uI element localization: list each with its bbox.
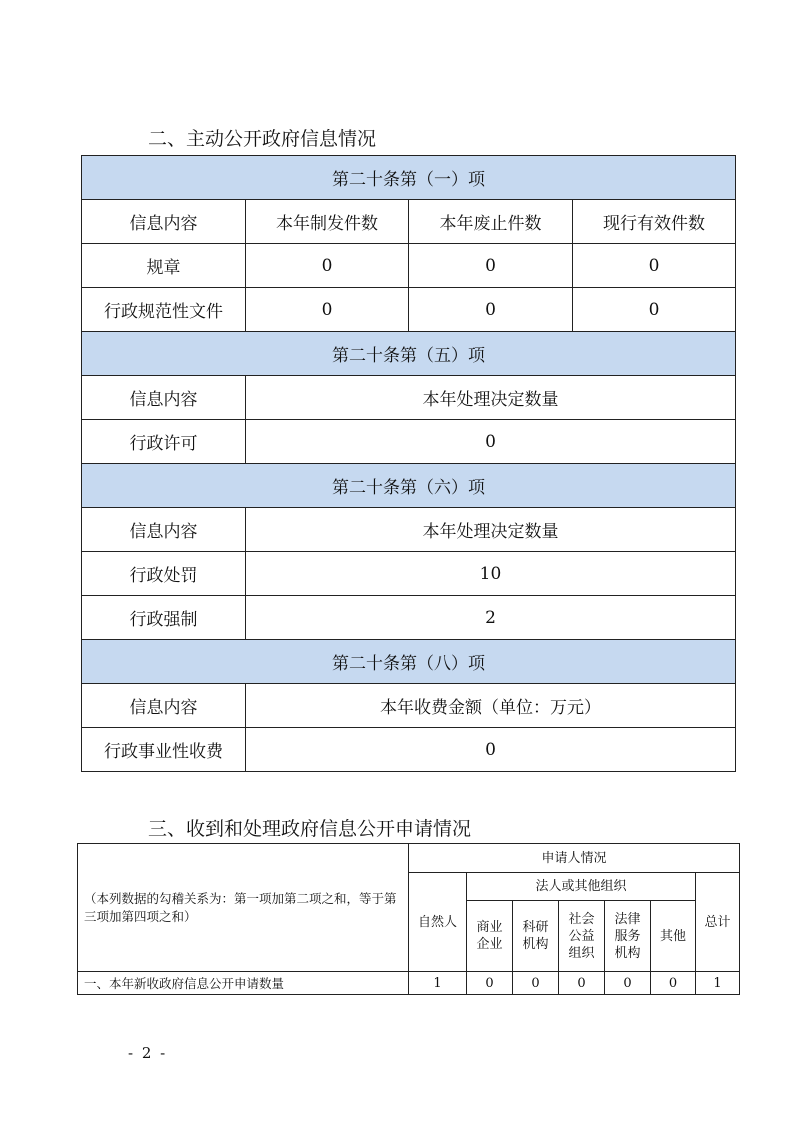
cell-value: 0 bbox=[409, 244, 573, 288]
legal-entity-header: 法人或其他组织 bbox=[467, 873, 696, 901]
other-header: 其他 bbox=[651, 901, 696, 972]
cell-value: 0 bbox=[651, 972, 696, 995]
block5-header-content: 信息内容 bbox=[82, 376, 246, 420]
table-row bbox=[78, 972, 740, 995]
row-label: 行政许可 bbox=[82, 420, 246, 464]
table-row bbox=[82, 420, 736, 464]
cell-value: 0 bbox=[559, 972, 605, 995]
table-row bbox=[82, 552, 736, 596]
commercial-enterprise-header: 商业企业 bbox=[467, 901, 513, 972]
cell-value: 1 bbox=[696, 972, 740, 995]
applicant-header: 申请人情况 bbox=[409, 844, 740, 873]
cell-value: 0 bbox=[573, 288, 736, 332]
application-table bbox=[77, 843, 740, 995]
cell-value: 10 bbox=[246, 552, 736, 596]
table-row bbox=[82, 288, 736, 332]
block5-header-value: 本年处理决定数量 bbox=[246, 376, 736, 420]
row-label: 一、本年新收政府信息公开申请数量 bbox=[78, 972, 409, 995]
research-institution-header: 科研机构 bbox=[513, 901, 559, 972]
cell-value: 0 bbox=[467, 972, 513, 995]
cell-value: 2 bbox=[246, 596, 736, 640]
cell-value: 0 bbox=[246, 288, 409, 332]
block1-header-issued: 本年制发件数 bbox=[246, 200, 409, 244]
proactive-disclosure-table bbox=[81, 155, 736, 772]
block1-header-effective: 现行有效件数 bbox=[573, 200, 736, 244]
cell-value: 0 bbox=[513, 972, 559, 995]
block6-header-value: 本年处理决定数量 bbox=[246, 508, 736, 552]
table-row bbox=[82, 244, 736, 288]
cell-value: 1 bbox=[409, 972, 467, 995]
cell-value: 0 bbox=[246, 244, 409, 288]
cell-value: 0 bbox=[246, 420, 736, 464]
block6-header-content: 信息内容 bbox=[82, 508, 246, 552]
table-row bbox=[82, 728, 736, 772]
reconciliation-note: （本列数据的勾稽关系为：第一项加第二项之和，等于第三项加第四项之和） bbox=[78, 844, 409, 972]
table-row bbox=[82, 596, 736, 640]
row-label: 行政规范性文件 bbox=[82, 288, 246, 332]
legal-service-org-header: 法律服务机构 bbox=[605, 901, 651, 972]
block8-title: 第二十条第（八）项 bbox=[82, 640, 736, 684]
cell-value: 0 bbox=[409, 288, 573, 332]
block1-title: 第二十条第（一）项 bbox=[82, 156, 736, 200]
page-number: - 2 - bbox=[128, 1044, 168, 1062]
natural-person-header: 自然人 bbox=[409, 873, 467, 972]
row-label: 规章 bbox=[82, 244, 246, 288]
block5-title: 第二十条第（五）项 bbox=[82, 332, 736, 376]
section3-heading: 三、收到和处理政府信息公开申请情况 bbox=[148, 818, 472, 840]
public-welfare-org-header: 社会公益组织 bbox=[559, 901, 605, 972]
block1-header-content: 信息内容 bbox=[82, 200, 246, 244]
row-label: 行政强制 bbox=[82, 596, 246, 640]
block6-title: 第二十条第（六）项 bbox=[82, 464, 736, 508]
cell-value: 0 bbox=[246, 728, 736, 772]
cell-value: 0 bbox=[605, 972, 651, 995]
block1-header-repealed: 本年废止件数 bbox=[409, 200, 573, 244]
cell-value: 0 bbox=[573, 244, 736, 288]
section2-heading: 二、主动公开政府信息情况 bbox=[148, 128, 377, 150]
block8-header-content: 信息内容 bbox=[82, 684, 246, 728]
block8-header-value: 本年收费金额（单位：万元） bbox=[246, 684, 736, 728]
total-header: 总计 bbox=[696, 873, 740, 972]
row-label: 行政处罚 bbox=[82, 552, 246, 596]
row-label: 行政事业性收费 bbox=[82, 728, 246, 772]
